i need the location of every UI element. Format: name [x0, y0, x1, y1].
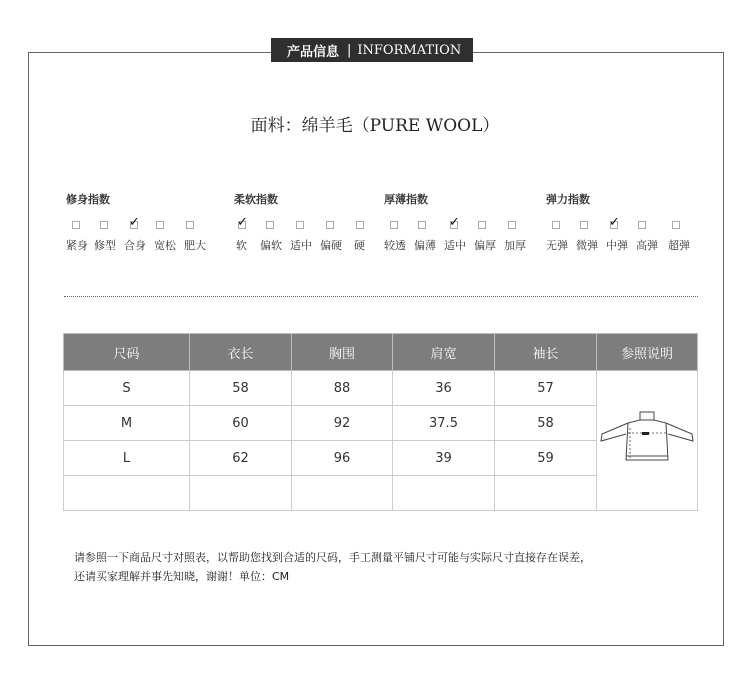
size-table: [63, 333, 698, 511]
table-cell: 36: [393, 371, 495, 406]
checkbox-icon: [72, 221, 80, 229]
index-option-label: 修型: [94, 239, 116, 252]
checkbox-icon: [418, 221, 426, 229]
table-header-row: [64, 334, 698, 371]
checkbox-icon: [186, 221, 194, 229]
section-title-cn: 产品信息: [287, 44, 340, 60]
table-cell: 92: [292, 406, 393, 441]
table-cell: 58: [495, 406, 597, 441]
sweater-measure-diagram-icon: [598, 406, 696, 472]
table-cell: 58: [190, 371, 292, 406]
checkbox-icon: [638, 221, 646, 229]
checkbox-icon: [100, 221, 108, 229]
table-cell: [495, 476, 597, 511]
checkbox-icon: [156, 221, 164, 229]
size-note-line-1: 请参照一下商品尺寸对照表，以帮助您找到合适的尺码，手工测量平铺尺寸可能与实际尺寸直接存在误差，: [74, 551, 591, 564]
table-cell: M: [64, 406, 190, 441]
checkbox-icon: [580, 221, 588, 229]
column-header-chest: 胸围: [292, 334, 393, 371]
index-group-softness: [234, 193, 365, 252]
index-option-label: 合身: [124, 239, 146, 252]
checkbox-icon: [296, 221, 304, 229]
table-cell: 88: [292, 371, 393, 406]
check-mark-icon: ✓: [129, 215, 140, 230]
checkbox-icon: [552, 221, 560, 229]
checkbox-icon: [266, 221, 274, 229]
index-option-label: 偏软: [260, 239, 282, 252]
index-option-label: 偏厚: [474, 239, 496, 252]
index-option-label: 微弹: [576, 239, 598, 252]
check-mark-icon: ✓: [449, 215, 460, 230]
table-cell: 39: [393, 441, 495, 476]
index-option-label: 偏硬: [320, 239, 342, 252]
reference-cell: [597, 371, 698, 511]
table-cell: [64, 476, 190, 511]
index-title: 厚薄指数: [384, 193, 428, 206]
index-option-label: 超弹: [668, 239, 690, 252]
table-cell: 96: [292, 441, 393, 476]
column-header-sleeve: 袖长: [495, 334, 597, 371]
section-title-separator: |: [347, 42, 352, 58]
table-cell: 59: [495, 441, 597, 476]
checkbox-icon: [326, 221, 334, 229]
index-option-label: 宽松: [154, 239, 176, 252]
index-option-label: 软: [236, 239, 247, 252]
index-option-label: 偏薄: [414, 239, 436, 252]
table-cell: 60: [190, 406, 292, 441]
checkbox-icon: [478, 221, 486, 229]
index-group-elasticity: [546, 193, 690, 252]
fabric-line: 面料：绵羊毛（PURE WOOL）: [250, 116, 500, 136]
index-option-label: 高弹: [636, 239, 658, 252]
section-header: [271, 38, 473, 62]
index-option-label: 适中: [444, 239, 466, 252]
table-cell: 57: [495, 371, 597, 406]
index-title: 修身指数: [66, 193, 110, 206]
check-mark-icon: ✓: [237, 215, 248, 230]
index-group-fit: [66, 193, 206, 252]
table-cell: 62: [190, 441, 292, 476]
index-option-label: 较透: [384, 239, 406, 252]
checkbox-icon: [672, 221, 680, 229]
index-option-label: 中弹: [606, 239, 628, 252]
checkbox-icon: [508, 221, 516, 229]
check-mark-icon: ✓: [609, 215, 620, 230]
index-option-label: 硬: [354, 239, 365, 252]
table-cell: 37.5: [393, 406, 495, 441]
column-header-reference: 参照说明: [597, 334, 698, 371]
index-option-label: 加厚: [504, 239, 526, 252]
index-title: 弹力指数: [546, 193, 590, 206]
table-row: [64, 371, 698, 406]
checkbox-icon: [390, 221, 398, 229]
index-group-thickness: [384, 193, 526, 252]
column-header-length: 衣长: [190, 334, 292, 371]
table-cell: L: [64, 441, 190, 476]
size-note: [74, 548, 714, 586]
section-title-en: INFORMATION: [357, 42, 462, 58]
table-cell: [393, 476, 495, 511]
size-note-line-2: 还请买家理解并事先知晓，谢谢！单位：CM: [74, 570, 290, 583]
section-header-bar: [271, 38, 473, 62]
column-header-size: 尺码: [64, 334, 190, 371]
checkbox-icon: [356, 221, 364, 229]
index-option-label: 无弹: [546, 239, 568, 252]
index-option-label: 适中: [290, 239, 312, 252]
index-title: 柔软指数: [234, 193, 278, 206]
table-cell: [292, 476, 393, 511]
table-cell: [190, 476, 292, 511]
index-option-label: 紧身: [66, 239, 88, 252]
table-cell: S: [64, 371, 190, 406]
column-header-shoulder: 肩宽: [393, 334, 495, 371]
index-option-label: 肥大: [184, 239, 206, 252]
dotted-divider: [64, 296, 698, 297]
